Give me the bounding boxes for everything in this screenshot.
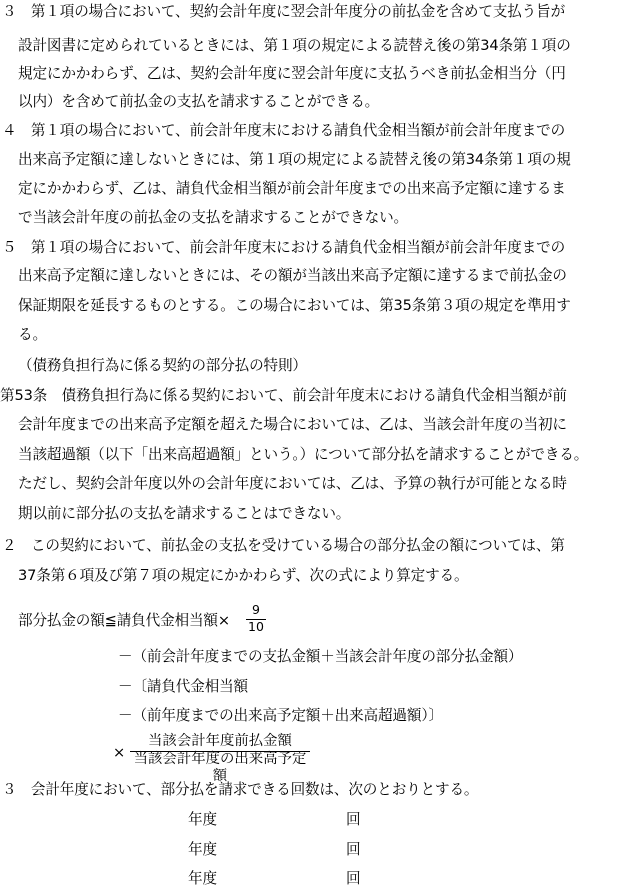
formula-line3: －〔請負代金相当額 bbox=[118, 678, 248, 695]
formula-frac-denominator: 10 bbox=[248, 619, 264, 634]
art53-line2: 会計年度までの出来高予定額を超えた場合においては、乙は、当該会計年度の当初に bbox=[18, 416, 567, 433]
para5-line1: ５ 第１項の場合において、前会計年度末における請負代金相当額が前会計年度までの bbox=[2, 239, 566, 256]
table-row-3-year: 年度 bbox=[188, 870, 217, 887]
table-row-1-year: 年度 bbox=[188, 811, 217, 828]
para4-line3: 定にかかわらず、乙は、請負代金相当額が前会計年度までの出来高予定額に達するま bbox=[18, 180, 566, 197]
para4-line2: 出来高予定額に達しないときには、第１項の規定による読替え後の第34条第１項の規 bbox=[18, 151, 571, 168]
para4-line4: で当該会計年度の前払金の支払を請求することができない。 bbox=[18, 209, 408, 226]
para4-line1: ４ 第１項の場合において、前会計年度末における請負代金相当額が前会計年度までの bbox=[2, 122, 566, 139]
table-row-3-count: 回 bbox=[346, 870, 361, 887]
art53p2-line2: 37条第６項及び第７項の規定にかかわらず、次の式により算定する。 bbox=[18, 567, 469, 584]
formula-lead: 部分払金の額≦請負代金相当額× bbox=[18, 612, 230, 629]
table-row-1-count: 回 bbox=[346, 811, 361, 828]
formula-line4: －（前年度までの出来高予定額＋出来高超過額）〕 bbox=[118, 707, 443, 724]
para3-line3: 規定にかかわらず、乙は、契約会計年度に翌会計年度に支払うべき前払金相当分（円 bbox=[18, 65, 566, 82]
para3-line2: 設計図書に定められているときには、第１項の規定による読替え後の第34条第１項の bbox=[18, 37, 571, 54]
formula-times: × bbox=[113, 744, 126, 761]
para3-line1: ３ 第１項の場合において、契約会計年度に翌会計年度分の前払金を含めて支払う旨が bbox=[2, 3, 566, 20]
table-row-2-year: 年度 bbox=[188, 841, 217, 858]
formula-frac2-denominator: 当該会計年度の出来高予定額 bbox=[133, 751, 307, 784]
formula-frac-numerator: 9 bbox=[252, 602, 260, 617]
table-row-2-count: 回 bbox=[346, 841, 361, 858]
formula-line2: －（前会計年度までの支払金額＋当該会計年度の部分払金額） bbox=[118, 648, 523, 665]
formula-frac2-numerator: 当該会計年度前払金額 bbox=[148, 733, 292, 749]
para5-line4: る。 bbox=[18, 326, 47, 343]
art53-line1: 第53条 債務負担行為に係る契約において、前会計年度末における請負代金相当額が前 bbox=[0, 387, 567, 404]
art53p2-line1: ２ この契約において、前払金の支払を受けている場合の部分払金の額については、第 bbox=[2, 537, 565, 554]
art53-line5: 期以前に部分払の支払を請求することはできない。 bbox=[18, 505, 351, 522]
para5-line3: 保証期限を延長するものとする。この場合においては、第35条第３項の規定を準用す bbox=[18, 297, 571, 314]
para5-line2: 出来高予定額に達しないときには、その額が当該出来高予定額に達するまで前払金の bbox=[18, 267, 567, 284]
para3-line4: 以内）を含めて前払金の支払を請求することができる。 bbox=[18, 93, 380, 110]
art53p3-line1: ３ 会計年度において、部分払を請求できる回数は、次のとおりとする。 bbox=[2, 781, 479, 798]
article-heading: （債務負担行為に係る契約の部分払の特則） bbox=[18, 357, 307, 374]
art53-line4: ただし、契約会計年度以外の会計年度においては、乙は、予算の執行が可能となる時 bbox=[18, 475, 567, 492]
art53-line3: 当該超過額（以下「出来高超過額」という。）について部分払を請求することができる。 bbox=[18, 446, 589, 463]
